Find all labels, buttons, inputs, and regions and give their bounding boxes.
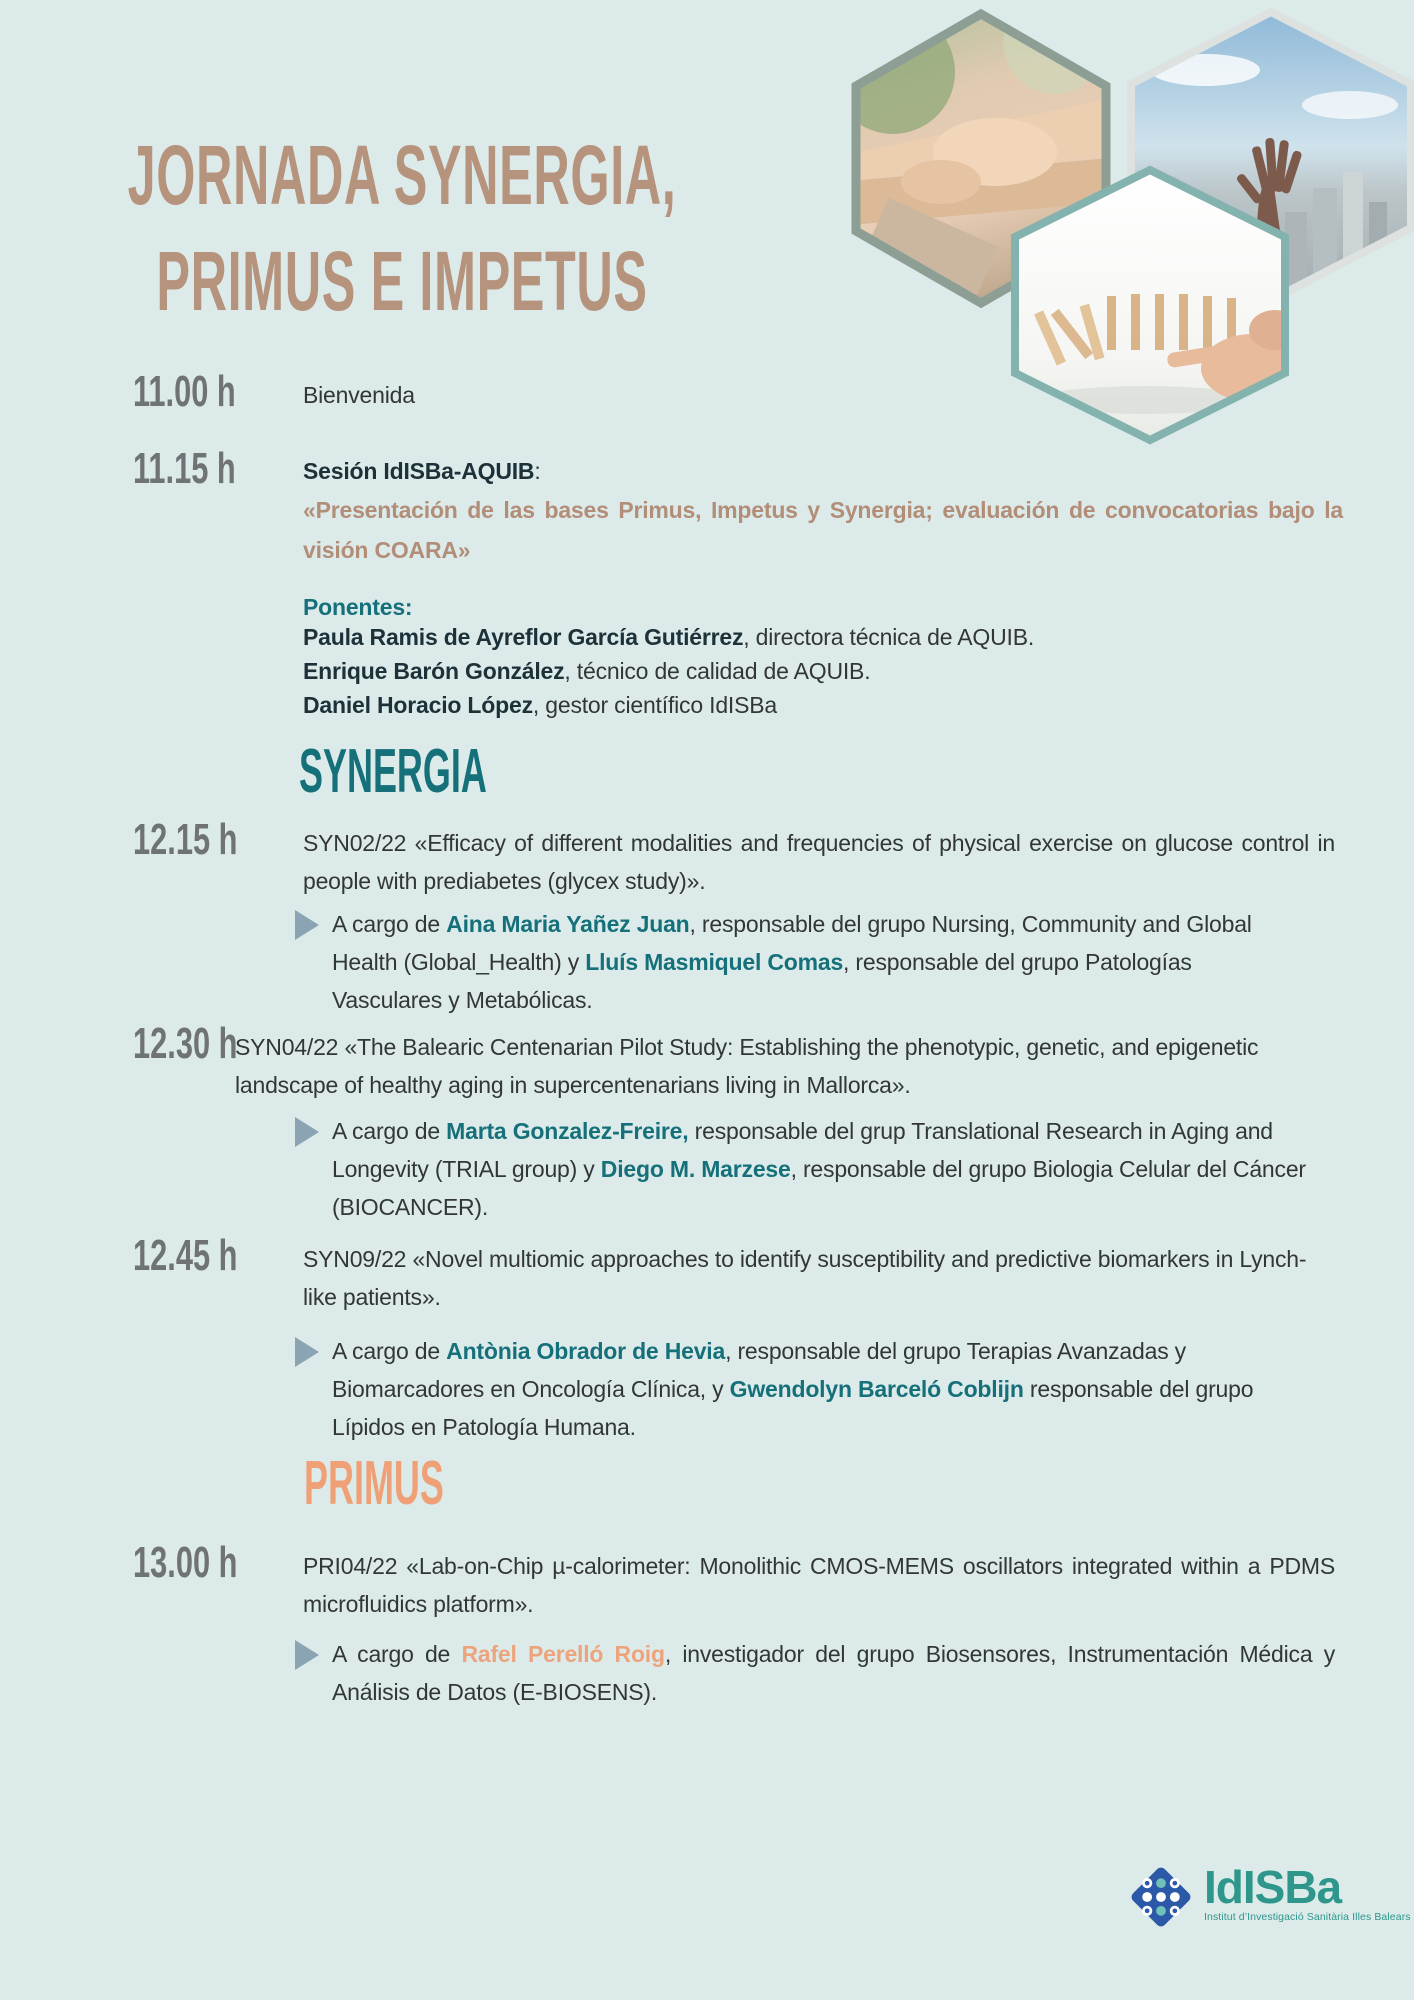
cargo-block-1215 (295, 905, 1292, 1019)
cargo-name: Lluís Masmiquel Comas (585, 949, 844, 975)
time-1230: 12.30 h (133, 1019, 238, 1068)
item-bienvenida: Bienvenida (303, 382, 415, 408)
cargo-name: Gwendolyn Barceló Coblijn (729, 1376, 1024, 1402)
cargo-tail: , responsable del grupo Patologías Vasculares y Metabólicas. (332, 949, 1192, 1013)
cargo-name: Diego M. Marzese (600, 1156, 791, 1182)
project-pri04: PRI04/22 «Lab-on-Chip µ-calorimeter: Monolithic CMOS-MEMS oscillators integrated within a PDMS microfluidics platform». (303, 1553, 1335, 1617)
session-heading-colon: : (534, 458, 541, 484)
cargo-name: Aina Maria Yañez Juan (446, 911, 690, 937)
cargo-tail: responsable del grupo Lípidos en Patología Humana. (332, 1376, 1254, 1440)
cargo-lead: A cargo de (332, 911, 447, 937)
cargo-text-1230 (332, 1112, 1342, 1226)
cargo-tail: , responsable del grupo Biologia Celular del Cáncer (BIOCANCER). (332, 1156, 1306, 1220)
cargo-tail: , investigador del grupo Biosensores, Instrumentación Médica y Análisis de Datos (E-BIOSENS). (332, 1641, 1335, 1705)
arrow-bullet-icon (295, 1640, 319, 1670)
cargo-name: Antònia Obrador de Hevia (446, 1338, 726, 1364)
speakers-list (303, 620, 1363, 722)
idisba-logo-tagline: Institut d’Investigació Sanitària Illes Balears (1204, 1911, 1411, 1923)
idisba-logo-name: IdISBa (1204, 1861, 1342, 1913)
idisba-logo (1128, 1861, 1411, 1930)
time-1300: 13.00 h (133, 1538, 238, 1587)
idisba-logo-text (1204, 1861, 1411, 1923)
session-heading-bold: Sesión IdISBa-AQUIB (303, 458, 535, 484)
arrow-bullet-icon (295, 910, 319, 940)
project-syn04: SYN04/22 «The Balearic Centenarian Pilot Study: Establishing the phenotypic, genetic, and epigenetic landscape of healthy aging in supercentenarians living in Mallorca». (235, 1034, 1259, 1098)
speaker-row (303, 654, 1363, 688)
cargo-mid: responsable del grup Translational Research in Aging and Longevity (TRIAL group) y (332, 1118, 1273, 1182)
arrow-bullet-icon (295, 1337, 319, 1367)
cargo-block-1230 (295, 1112, 1342, 1226)
cargo-text-1300 (332, 1635, 1335, 1711)
cargo-mid: , responsable del grupo Nursing, Community and Global Health (Global_Health) y (332, 911, 1252, 975)
cargo-text-1215 (332, 905, 1292, 1019)
speaker-role: , gestor científico IdISBa (532, 692, 777, 718)
cargo-text-1245 (332, 1332, 1322, 1446)
section-heading-primus: PRIMUS (304, 1449, 444, 1518)
speaker-name: Daniel Horacio López (303, 692, 533, 718)
time-1245: 12.45 h (133, 1231, 238, 1280)
idisba-logo-diamond-icon (1128, 1864, 1194, 1930)
speaker-role: , directora técnica de AQUIB. (743, 624, 1035, 650)
speaker-row (303, 688, 1363, 722)
cargo-mid: , responsable del grupo Terapias Avanzadas y Biomarcadores en Oncología Clínica, y (332, 1338, 1186, 1402)
arrow-bullet-icon (295, 1117, 319, 1147)
cargo-block-1300 (295, 1635, 1335, 1711)
time-1100: 11.00 h (133, 367, 236, 416)
speaker-row (303, 620, 1363, 654)
cargo-lead: A cargo de (332, 1338, 447, 1364)
speaker-role: , técnico de calidad de AQUIB. (564, 658, 871, 684)
cargo-name: Rafel Perelló Roig (461, 1641, 665, 1667)
poster-title-line2: PRIMUS E IMPETUS (156, 234, 648, 328)
project-syn02: SYN02/22 «Efficacy of different modalities and frequencies of physical exercise on glucose control in people with prediabetes (glycex study)». (303, 830, 1335, 894)
time-1115: 11.15 h (133, 444, 236, 493)
cargo-block-1245 (295, 1332, 1322, 1446)
cargo-lead: A cargo de (332, 1641, 462, 1667)
cargo-lead: A cargo de (332, 1118, 447, 1144)
cargo-name: Marta Gonzalez-Freire, (446, 1118, 689, 1144)
poster-title-line1: JORNADA SYNERGIA, (127, 128, 677, 222)
session-heading (303, 452, 1335, 490)
time-1215: 12.15 h (133, 815, 238, 864)
project-syn09: SYN09/22 «Novel multiomic approaches to identify susceptibility and predictive biomarkers in Lynch-like patients». (303, 1246, 1307, 1310)
speaker-name: Paula Ramis de Ayreflor García Gutiérrez (303, 624, 744, 650)
ponentes-label: Ponentes: (303, 594, 413, 620)
section-heading-synergia: SYNERGIA (299, 737, 487, 806)
speaker-name: Enrique Barón González (303, 658, 565, 684)
session-subtitle: «Presentación de las bases Primus, Impetus y Synergia; evaluación de convocatorias bajo la visión COARA» (303, 497, 1343, 563)
poster-title (126, 122, 678, 334)
